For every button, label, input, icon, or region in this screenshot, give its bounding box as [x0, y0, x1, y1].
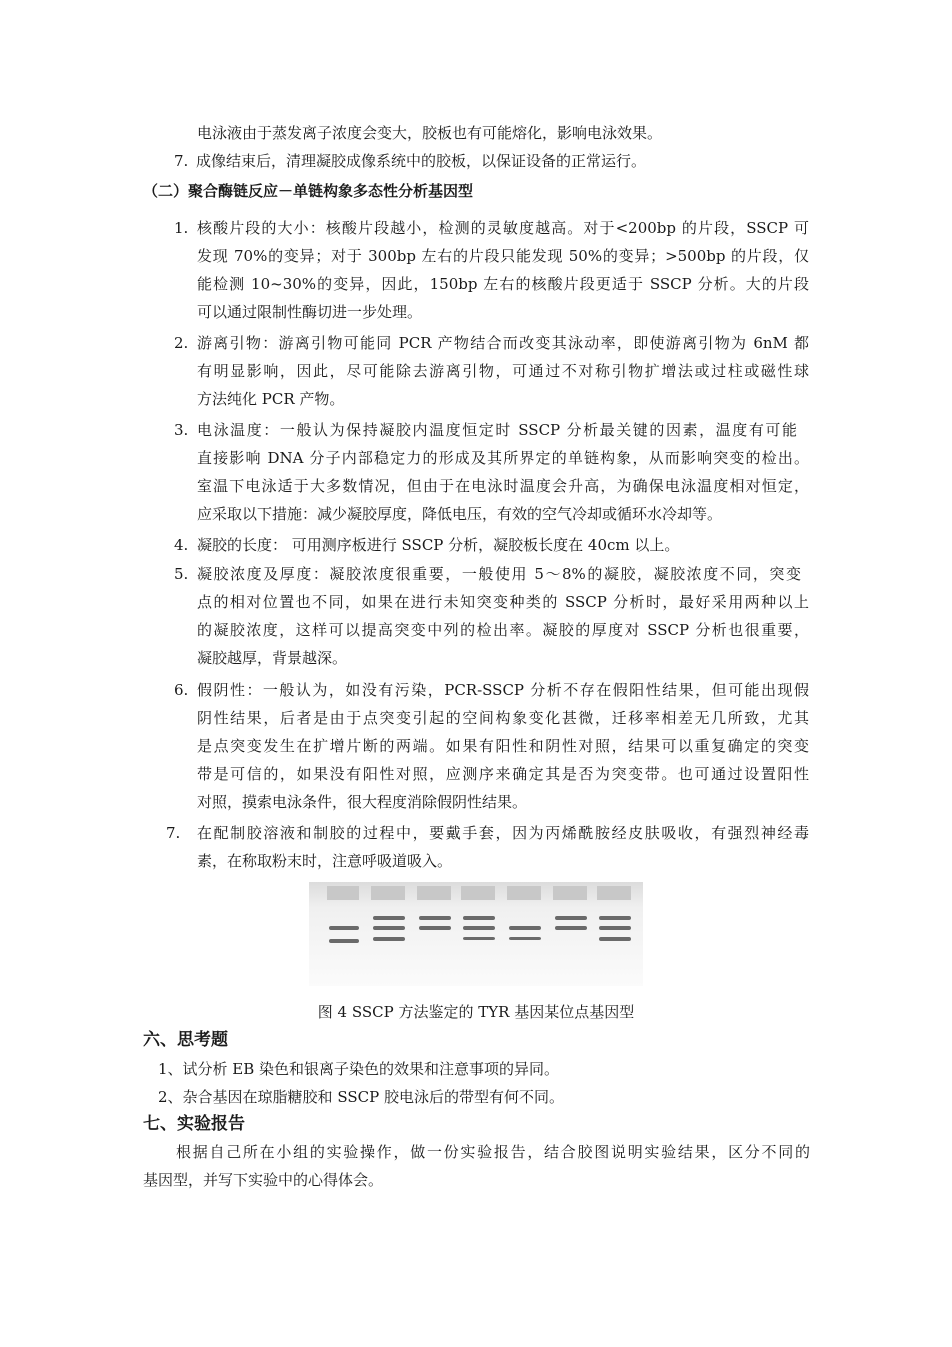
report-line-2: 基因型，并写下实验中的心得体会。: [143, 1171, 384, 1189]
figure-caption: 图 4 SSCP 方法鉴定的 TYR 基因某位点基因型: [317, 1003, 635, 1021]
question-1: 1、试分析 EB 染色和银离子染色的效果和注意事项的异同。: [158, 1060, 560, 1078]
item-5-line-1: 凝胶浓度及厚度：凝胶浓度很重要，一般使用 5～8%的凝胶，凝胶浓度不同，突变: [197, 565, 801, 583]
item-1-line-2: 发现 70%的变异；对于 300bp 左右的片段只能发现 50%的变异；>500bp 的片段，仅: [197, 247, 809, 265]
item-2-line-1: 游离引物：游离引物可能同 PCR 产物结合而改变其泳动率，即使游离引物为 6nM 都: [197, 334, 809, 352]
item-7-number: 7.: [166, 824, 181, 842]
step-7-number: 7.: [174, 152, 189, 170]
item-6-line-5: 对照，摸索电泳条件，很大程度消除假阴性结果。: [197, 793, 528, 811]
item-1-line-4: 可以通过限制性酶切进一步处理。: [197, 303, 423, 321]
item-2-number: 2.: [174, 334, 189, 352]
item-5-line-4: 凝胶越厚，背景越深。: [197, 649, 348, 667]
section-7-heading: 七、实验报告: [143, 1114, 245, 1134]
paragraph-continuation: 电泳液由于蒸发离子浓度会变大，胶板也有可能熔化，影响电泳效果。: [197, 124, 663, 142]
item-1-line-1: 核酸片段的大小：核酸片段越小，检测的灵敏度越高。对于<200bp 的片段，SSCP 可: [197, 219, 809, 237]
item-3-line-3: 室温下电泳适于大多数情况，但由于在电泳时温度会升高，为确保电泳温度相对恒定，: [197, 477, 809, 495]
item-7-line-1: 在配制胶溶液和制胶的过程中，要戴手套，因为丙烯酰胺经皮肤吸收，有强烈神经毒: [197, 824, 809, 842]
report-line-1: 根据自己所在小组的实验操作，做一份实验报告，结合胶图说明实验结果，区分不同的: [176, 1143, 810, 1161]
item-5-line-3: 的凝胶浓度，这样可以提高突变中列的检出率。凝胶的厚度对 SSCP 分析也很重要，: [197, 621, 809, 639]
item-4-line-1: 凝胶的长度： 可用测序板进行 SSCP 分析，凝胶板长度在 40cm 以上。: [197, 536, 680, 554]
item-4-number: 4.: [174, 536, 189, 554]
item-2-line-3: 方法纯化 PCR 产物。: [197, 390, 345, 408]
item-1-number: 1.: [174, 219, 189, 237]
item-3-number: 3.: [174, 421, 189, 439]
step-7-text: 成像结束后，清理凝胶成像系统中的胶板，以保证设备的正常运行。: [196, 152, 647, 170]
item-3-line-1: 电泳温度：一般认为保持凝胶内温度恒定时 SSCP 分析最关键的因素，温度有可能: [197, 421, 797, 439]
section-heading: （二）聚合酶链反应－单链构象多态性分析基因型: [143, 182, 474, 200]
section-6-heading: 六、思考题: [143, 1030, 228, 1050]
item-5-line-2: 点的相对位置也不同，如果在进行未知突变种类的 SSCP 分析时，最好采用两种以上: [197, 593, 809, 611]
sscp-gel-image: [309, 882, 643, 986]
item-5-number: 5.: [174, 565, 189, 583]
item-6-line-1: 假阴性：一般认为，如没有污染，PCR-SSCP 分析不存在假阳性结果，但可能出现假: [197, 681, 809, 699]
item-6-line-3: 是点突变发生在扩增片断的两端。如果有阳性和阴性对照，结果可以重复确定的突变: [197, 737, 809, 755]
item-2-line-2: 有明显影响，因此，尽可能除去游离引物，可通过不对称引物扩增法或过柱或磁性球: [197, 362, 809, 380]
item-7-line-2: 素，在称取粉末时，注意呼吸道吸入。: [197, 852, 453, 870]
item-3-line-4: 应采取以下措施：减少凝胶厚度，降低电压，有效的空气冷却或循环水冷却等。: [197, 505, 723, 523]
item-3-line-2: 直接影响 DNA 分子内部稳定力的形成及其所界定的单链构象，从而影响突变的检出。: [197, 449, 809, 467]
item-1-line-3: 能检测 10~30%的变异，因此，150bp 左右的核酸片段更适于 SSCP 分析。大的片段: [197, 275, 809, 293]
item-6-number: 6.: [174, 681, 189, 699]
item-6-line-2: 阴性结果，后者是由于点突变引起的空间构象变化甚微，迁移率相差无几所致，尤其: [197, 709, 809, 727]
item-6-line-4: 带是可信的，如果没有阳性对照，应测序来确定其是否为突变带。也可通过设置阳性: [197, 765, 809, 783]
question-2: 2、杂合基因在琼脂糖胶和 SSCP 胶电泳后的带型有何不同。: [158, 1088, 564, 1106]
